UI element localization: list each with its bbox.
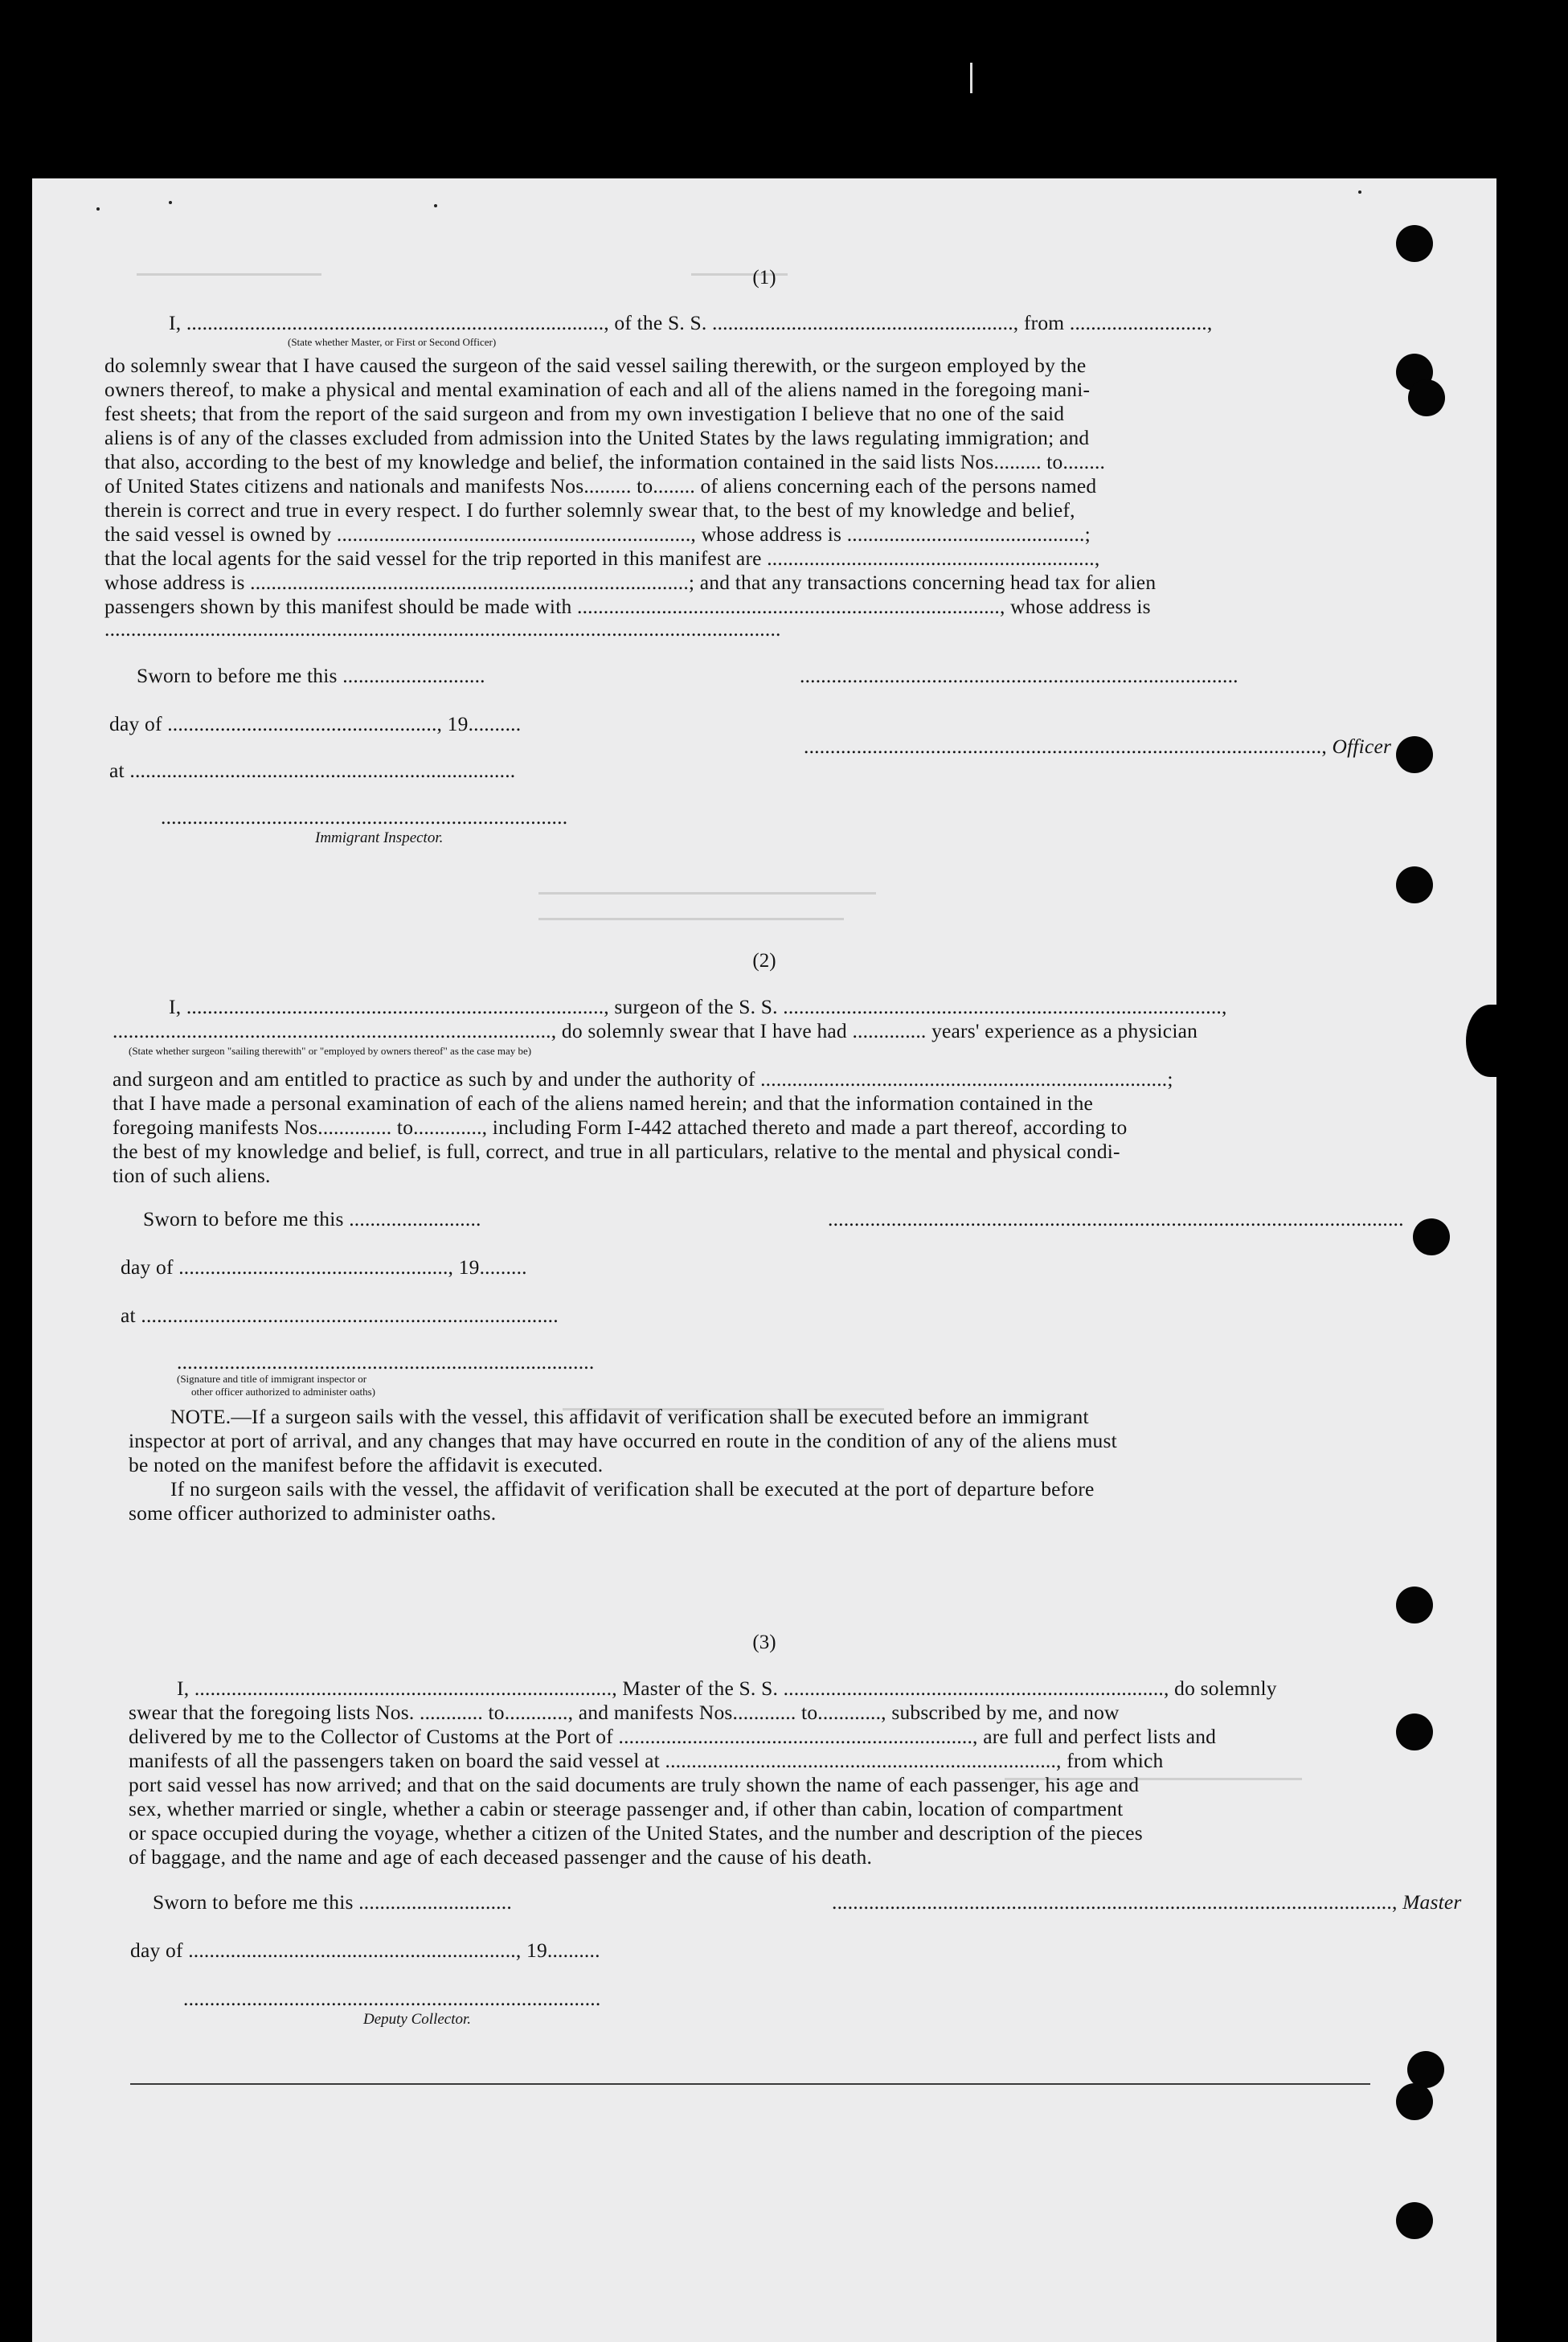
sworn-before-line: Sworn to before me this ........................... (137, 664, 485, 687)
master-signature-line: .........................................................................................................., Master (832, 1890, 1462, 1914)
oath-text-line: passengers shown by this manifest should be made with ................................................................................, whose address is (104, 595, 1151, 618)
oath-text-line: owners thereof, to make a physical and mental examination of each and all of the aliens named in the foregoing mani- (104, 378, 1091, 401)
day-of-line: day of ..................................................., 19......... (121, 1255, 527, 1279)
speck (169, 201, 172, 204)
note-text-line: inspector at port of arrival, and any changes that may have occurred en route in the condition of any of the aliens must (129, 1429, 1117, 1452)
punch-hole (1396, 866, 1433, 903)
section-number-1: (1) (752, 267, 776, 289)
inspector-label: Immigrant Inspector. (315, 829, 444, 846)
oath-text-line: aliens is of any of the classes excluded from admission into the United States by the laws regulating immigration; and (104, 426, 1090, 449)
speck (1358, 190, 1361, 194)
section-number-3: (3) (752, 1632, 776, 1653)
oath-line-officer-name: I, ..............................................................................., of the S. S. ........................................................., from .........................., (169, 311, 1213, 334)
note-text-line: some officer authorized to administer oaths. (129, 1501, 497, 1525)
oath-text-line: or space occupied during the voyage, whether a citizen of the United States, and the number and description of the pieces (129, 1821, 1143, 1845)
oath-text-line: that I have made a personal examination of each of the aliens named herein; and that the information contained in the (113, 1091, 1094, 1115)
oath-text-line: the best of my knowledge and belief, is full, correct, and true in all particulars, relative to the mental and physical condi- (113, 1140, 1120, 1163)
oath-text-line: port said vessel has now arrived; and that on the said documents are truly shown the name of each passenger, his age and (129, 1773, 1140, 1796)
collector-signature-line: ............................................................................... (183, 1987, 601, 2010)
inspector-signature-line: ............................................................................... (177, 1350, 595, 1374)
section-number-2: (2) (752, 950, 776, 972)
torn-edge (1466, 1005, 1514, 1077)
oath-text-line: swear that the foregoing lists Nos. ............ to............, and manifests Nos............ to............, subscribed by me, and now (129, 1701, 1120, 1724)
oath-text-line: that also, according to the best of my knowledge and belief, the information contained in the said lists Nos......... to........ (104, 450, 1106, 473)
inspector-signature-line: ............................................................................. (161, 805, 568, 829)
officer-rank-hint: (State whether Master, or First or Second Officer) (288, 336, 497, 348)
note-text-line: If no surgeon sails with the vessel, the affidavit of verification shall be executed at the port of departure before (170, 1477, 1095, 1501)
day-of-line: day of .............................................................., 19.......... (130, 1939, 600, 1962)
oath-text-line: ................................................................................................................................ (104, 617, 781, 641)
speck (96, 207, 100, 211)
sworn-before-line: Sworn to before me this ......................... (143, 1207, 481, 1230)
oath-text-line: that the local agents for the said vessel for the trip reported in this manifest are .............................................................., (104, 547, 1100, 570)
oath-text-line: the said vessel is owned by ..................................................................., whose address is .............................................; (104, 522, 1091, 546)
oath-text-line: whose address is ...................................................................................; and that any transactions concerning head tax for alien (104, 571, 1157, 594)
punch-hole (1396, 1714, 1433, 1750)
at-line: at ............................................................................... (121, 1304, 559, 1327)
oath-text-line: delivered by me to the Collector of Customs at the Port of ..................................................................., are full and perfect lists and (129, 1725, 1217, 1748)
sworn-before-line: Sworn to before me this ............................. (153, 1890, 512, 1914)
signature-hint: other officer authorized to administer oaths) (191, 1386, 375, 1398)
punch-hole (1413, 1218, 1450, 1255)
oath-text-line: do solemnly swear that I have caused the surgeon of the said vessel sailing therewith, or the surgeon employed by the (104, 354, 1087, 377)
oath-text-line: sex, whether married or single, whether a cabin or steerage passenger and, if other than cabin, location of compartment (129, 1797, 1124, 1820)
officer-signature-line: .................................................................................................., Officer (804, 735, 1392, 758)
punch-hole (1396, 225, 1433, 262)
punch-hole (1396, 736, 1433, 773)
surgeon-type-hint: (State whether surgeon "sailing therewith" or "employed by owners thereof" as the case may be) (129, 1045, 532, 1057)
bottom-rule (130, 2083, 1370, 2085)
bleed-through-mark (538, 892, 876, 895)
punch-hole (1396, 2083, 1433, 2120)
oath-text-line: I, ..............................................................................., Master of the S. S. ........................................................................, do solemnly (177, 1677, 1277, 1700)
note-text-line: be noted on the manifest before the affidavit is executed. (129, 1453, 604, 1476)
oath-text-line: and surgeon and am entitled to practice as such by and under the authority of .............................................................................; (113, 1067, 1173, 1091)
oath-line-surgeon-name: I, ..............................................................................., surgeon of the S. S. ..................................................................................., (169, 995, 1227, 1018)
oath-text-line: fest sheets; that from the report of the said surgeon and from my own investigation I believe that no one of the said (104, 402, 1065, 425)
oath-text-line: foregoing manifests Nos.............. to............., including Form I-442 attached thereto and made a part thereof, according to (113, 1116, 1128, 1139)
signature-hint: (Signature and title of immigrant inspector or (177, 1373, 367, 1385)
speck (434, 204, 437, 207)
signature-line: ................................................................................... (800, 664, 1238, 687)
punch-hole (1396, 2202, 1433, 2239)
punch-hole (1408, 379, 1445, 416)
punch-hole (1396, 1587, 1433, 1623)
signature-line: ............................................................................................................. (828, 1207, 1404, 1230)
bleed-through-mark (538, 918, 844, 920)
note-text-line: NOTE.—If a surgeon sails with the vessel, this affidavit of verification shall be executed before an immigrant (170, 1405, 1089, 1428)
oath-text-line: of baggage, and the name and age of each deceased passenger and the cause of his death. (129, 1845, 873, 1869)
scan-mark (970, 63, 972, 93)
oath-text-line: therein is correct and true in every respect. I do further solemnly swear that, to the best of my knowledge and belief, (104, 498, 1075, 522)
oath-text-line: of United States citizens and nationals and manifests Nos......... to........ of aliens concerning each of the persons named (104, 474, 1097, 497)
day-of-line: day of ..................................................., 19.......... (109, 712, 522, 735)
collector-label: Deputy Collector. (363, 2011, 472, 2028)
oath-text-line: tion of such aliens. (113, 1164, 271, 1187)
oath-line-experience: ..................................................................................., do solemnly swear that I have had .............. years' experience as a physician (113, 1019, 1198, 1042)
oath-text-line: manifests of all the passengers taken on board the said vessel at .........................................................................., from which (129, 1749, 1164, 1772)
at-line: at ......................................................................... (109, 759, 516, 782)
form-page (32, 178, 1496, 2342)
